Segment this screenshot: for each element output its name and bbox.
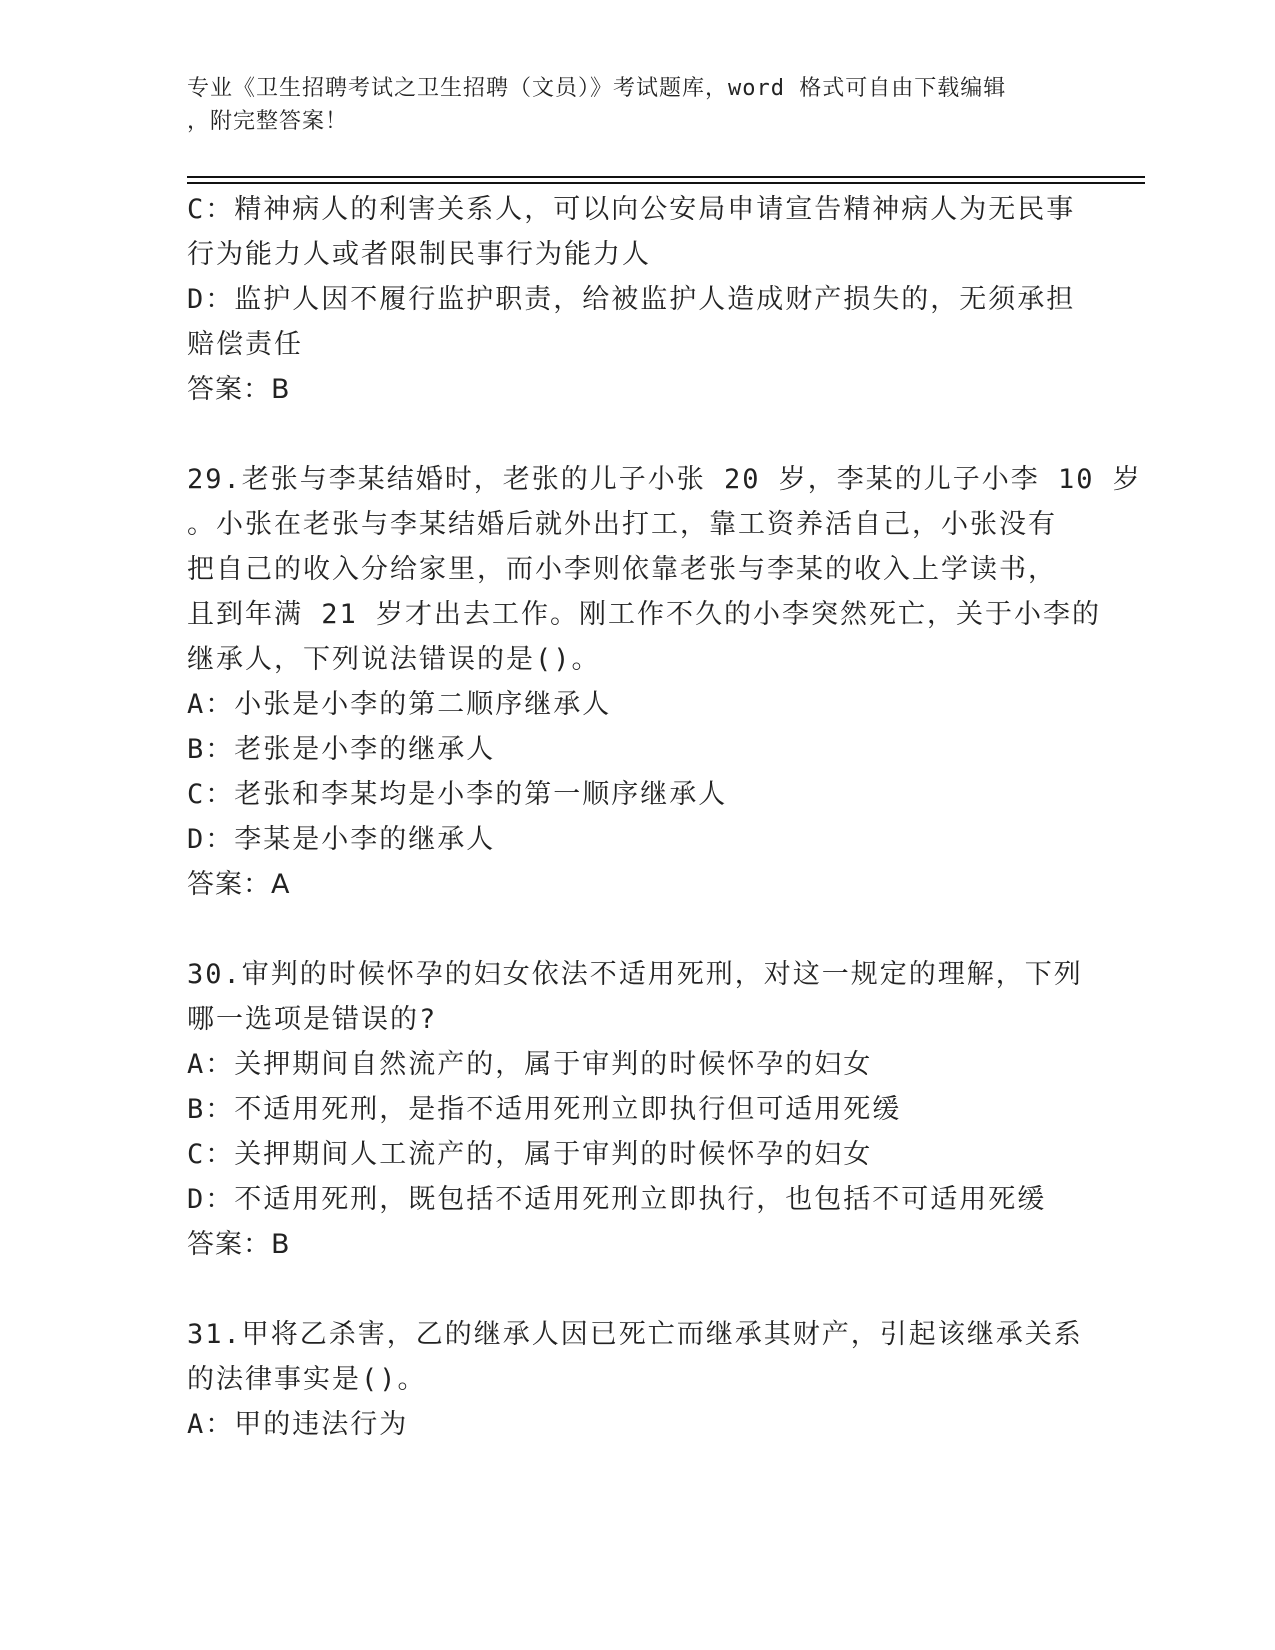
document-header [187,72,1067,138]
q29-stem-line4: 且到年满 21 岁才出去工作。刚工作不久的小李突然死亡，关于小李的 [187,599,1102,630]
spacer [187,412,1087,457]
q29-stem-line5: 继承人，下列说法错误的是()。 [187,644,601,675]
q30-stem-line2: 哪一选项是错误的? [187,1004,438,1035]
q31-stem-line2: 的法律事实是()。 [187,1364,427,1395]
header-rule-top [187,176,1145,178]
q29-stem-line2: 。小张在老张与李某结婚后就外出打工，靠工资养活自己，小张没有 [187,509,1057,540]
q29-option-b: B：老张是小李的继承人 [187,734,496,765]
spacer [187,1267,1087,1312]
q30-option-a: A：关押期间自然流产的，属于审判的时候怀孕的妇女 [187,1049,873,1080]
spacer [187,907,1087,952]
q29-answer: 答案：A [187,869,291,900]
q28-option-c-line2: 行为能力人或者限制民事行为能力人 [187,239,651,270]
q28-answer: 答案：B [187,374,291,405]
q29-option-d: D：李某是小李的继承人 [187,824,496,855]
q30-answer: 答案：B [187,1229,291,1260]
q28-option-d-line2: 赔偿责任 [187,329,303,360]
q28-option-d-line1: D：监护人因不履行监护职责，给被监护人造成财产损失的，无须承担 [187,284,1076,315]
header-rule-bottom [187,182,1145,184]
header-line-2: ，附完整答案！ [187,109,349,134]
q28-option-c-line1: C：精神病人的利害关系人，可以向公安局申请宣告精神病人为无民事 [187,194,1076,225]
q29-option-c: C：老张和李某均是小李的第一顺序继承人 [187,779,728,810]
q30-option-b: B：不适用死刑，是指不适用死刑立即执行但可适用死缓 [187,1094,902,1125]
q29-stem-line1: 29.老张与李某结婚时，老张的儿子小张 20 岁，李某的儿子小李 10 岁 [187,464,1142,495]
q30-option-c: C：关押期间人工流产的，属于审判的时候怀孕的妇女 [187,1139,873,1170]
q30-option-d: D：不适用死刑，既包括不适用死刑立即执行，也包括不可适用死缓 [187,1184,1047,1215]
q29-option-a: A：小张是小李的第二顺序继承人 [187,689,612,720]
q31-stem-line1: 31.甲将乙杀害，乙的继承人因已死亡而继承其财产，引起该继承关系 [187,1319,1083,1350]
question-content [187,187,1142,1447]
q29-stem-line3: 把自己的收入分给家里，而小李则依靠老张与李某的收入上学读书， [187,554,1057,585]
header-line-1: 专业《卫生招聘考试之卫生招聘（文员）》考试题库，word 格式可自由下载编辑 [187,76,1007,101]
q30-stem-line1: 30.审判的时候怀孕的妇女依法不适用死刑，对这一规定的理解，下列 [187,959,1083,990]
q31-option-a: A：甲的违法行为 [187,1409,409,1440]
